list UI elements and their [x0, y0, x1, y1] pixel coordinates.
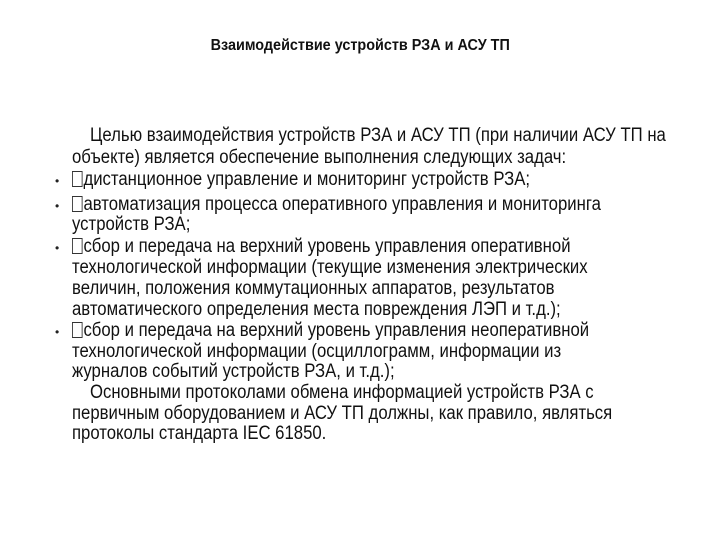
bullet-item [72, 321, 589, 341]
bullet-item [72, 195, 601, 215]
intro-line: объекте) является обеспечение выполнения следующих задач: [72, 147, 567, 168]
bullet-line: технологической информации (осциллограмм, информации из [72, 341, 562, 362]
bullet-marker: • [55, 174, 60, 188]
slide-title [0, 37, 720, 55]
missing-glyph-icon [72, 322, 83, 338]
bullet-item [72, 237, 571, 257]
slide-title-text: Взаимодействие устройств РЗА и АСУ ТП [210, 37, 510, 54]
bullet-marker: • [55, 199, 60, 213]
bullet-line: автоматизация процесса оперативного управления и мониторинга [83, 194, 601, 215]
bullet-line: журналов событий устройств РЗА, и т.д.); [72, 361, 395, 382]
closing-line: первичным оборудованием и АСУ ТП должны, как правило, являться [72, 403, 613, 424]
bullet-item [72, 170, 530, 190]
bullet-line: дистанционное управление и мониторинг устройств РЗА; [83, 169, 530, 190]
bullet-line: технологической информации (текущие изменения электрических [72, 257, 588, 278]
bullet-line: устройств РЗА; [72, 214, 191, 235]
closing-line: Основными протоколами обмена информацией устройств РЗА с [90, 382, 594, 403]
bullet-line: автоматического определения места повреждения ЛЭП и т.д.); [72, 299, 561, 320]
missing-glyph-icon [72, 238, 83, 254]
closing-line: протоколы стандарта IEC 61850. [72, 423, 327, 444]
bullet-line: сбор и передача на верхний уровень управления оперативной [83, 236, 571, 257]
bullet-marker: • [55, 325, 60, 339]
missing-glyph-icon [72, 171, 83, 187]
missing-glyph-icon [72, 196, 83, 212]
intro-line: Целью взаимодействия устройств РЗА и АСУ ТП (при наличии АСУ ТП на [90, 125, 666, 146]
bullet-line: сбор и передача на верхний уровень управления неоперативной [83, 320, 590, 341]
bullet-line: величин, положения коммутационных аппаратов, результатов [72, 278, 555, 299]
bullet-marker: • [55, 241, 60, 255]
